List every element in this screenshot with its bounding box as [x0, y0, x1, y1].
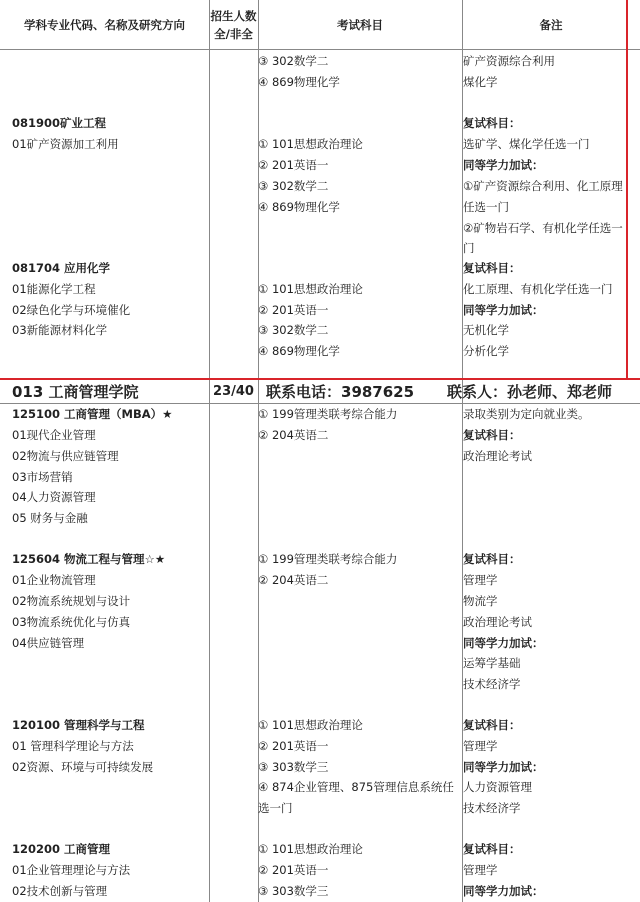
program-code: 120100 管理科学与工程	[12, 718, 145, 732]
note-item: 复试科目：	[463, 718, 521, 732]
exam-item: ① 101思想政治理论	[258, 137, 363, 151]
exam-item: ④ 869物理化学	[258, 200, 340, 214]
exam-item: ② 204英语二	[258, 573, 329, 587]
department-contact: 联系人：孙老师、郑老师	[447, 383, 613, 401]
program-code: 081704 应用化学	[12, 261, 111, 275]
direction-item: 01 管理科学理论与方法	[12, 739, 134, 753]
note-item: 煤化学	[463, 75, 498, 89]
direction-item: 02技术创新与管理	[12, 884, 108, 898]
note-item: 管理学	[463, 863, 498, 877]
header-col-notes: 备注	[539, 18, 563, 32]
exam-item: ① 101思想政治理论	[258, 718, 363, 732]
exam-item: ④ 869物理化学	[258, 344, 340, 358]
note-item: 人力资源管理	[463, 780, 532, 794]
exam-item: ② 204英语二	[258, 428, 329, 442]
program-code: 125604 物流工程与管理☆★	[12, 552, 166, 566]
note-item: 政治理论考试	[463, 449, 532, 463]
department-name: 013 工商管理学院	[12, 383, 139, 401]
exam-item: ③ 302数学二	[258, 323, 329, 337]
note-item: 管理学	[463, 739, 498, 753]
direction-item: 02物流系统规划与设计	[12, 594, 131, 608]
note-item: 选矿学、煤化学任选一门	[463, 137, 590, 151]
direction-item: 05 财务与金融	[12, 511, 88, 525]
exam-item: ③ 302数学二	[258, 54, 329, 68]
header-col-program: 学科专业代码、名称及研究方向	[24, 18, 185, 32]
note-item: 任选一门	[463, 200, 509, 214]
program-code: 125100 工商管理（MBA）★	[12, 407, 173, 421]
direction-item: 03物流系统优化与仿真	[12, 615, 131, 629]
exam-item: ② 201英语一	[258, 303, 329, 317]
department-bottom-border	[0, 403, 640, 404]
exam-item: ① 199管理类联考综合能力	[258, 407, 398, 421]
direction-item: 01企业管理理论与方法	[12, 863, 131, 877]
note-item: 矿产资源综合利用	[463, 54, 555, 68]
exam-item: ① 101思想政治理论	[258, 842, 363, 856]
exam-item: ③ 303数学三	[258, 760, 329, 774]
col-divider-1	[209, 0, 210, 902]
note-item: 分析化学	[463, 344, 509, 358]
direction-item: 03市场营销	[12, 470, 73, 484]
direction-item: 04供应链管理	[12, 636, 85, 650]
direction-item: 01现代企业管理	[12, 428, 96, 442]
exam-item: 选一门	[258, 801, 293, 815]
department-phone: 联系电话：3987625	[266, 383, 415, 401]
note-item: 运筹学基础	[463, 656, 521, 670]
note-item: 同等学力加试：	[463, 884, 544, 898]
note-item: 复试科目：	[463, 552, 521, 566]
note-item: ②矿物岩石学、有机化学任选一	[463, 221, 623, 235]
exam-item: ② 201英语一	[258, 158, 329, 172]
note-item: 同等学力加试：	[463, 158, 544, 172]
header-col-count-1: 招生人数	[210, 9, 257, 23]
note-item: 物流学	[463, 594, 498, 608]
direction-item: 01能源化学工程	[12, 282, 96, 296]
direction-item: 02资源、环境与可持续发展	[12, 760, 154, 774]
program-code: 120200 工商管理	[12, 842, 111, 856]
direction-item: 04人力资源管理	[12, 490, 96, 504]
note-item: 同等学力加试：	[463, 636, 544, 650]
exam-item: ① 199管理类联考综合能力	[258, 552, 398, 566]
department-top-border	[0, 378, 640, 380]
note-item: 无机化学	[463, 323, 509, 337]
direction-item: 03新能源材料化学	[12, 323, 108, 337]
note-item: 复试科目：	[463, 842, 521, 856]
note-item: 技术经济学	[463, 677, 521, 691]
exam-item: ④ 869物理化学	[258, 75, 340, 89]
note-item: 复试科目：	[463, 428, 521, 442]
exam-item: ② 201英语一	[258, 863, 329, 877]
exam-item: ③ 302数学二	[258, 179, 329, 193]
note-item: ①矿产资源综合利用、化工原理	[463, 179, 623, 193]
header-divider	[0, 49, 640, 50]
note-item: 同等学力加试：	[463, 303, 544, 317]
note-item: 门	[463, 241, 475, 255]
note-item: 技术经济学	[463, 801, 521, 815]
department-count: 23/40	[213, 384, 254, 399]
exam-item: ① 101思想政治理论	[258, 282, 363, 296]
exam-item: ④ 874企业管理、875管理信息系统任	[258, 780, 454, 794]
note-item: 政治理论考试	[463, 615, 532, 629]
direction-item: 01企业物流管理	[12, 573, 96, 587]
note-item: 化工原理、有机化学任选一门	[463, 282, 613, 296]
note-item: 管理学	[463, 573, 498, 587]
direction-item: 01矿产资源加工利用	[12, 137, 119, 151]
note-item: 复试科目：	[463, 261, 521, 275]
note-item: 复试科目：	[463, 116, 521, 130]
direction-item: 02绿色化学与环境催化	[12, 303, 131, 317]
header-col-exams: 考试科目	[337, 18, 383, 32]
direction-item: 02物流与供应链管理	[12, 449, 119, 463]
program-code: 081900矿业工程	[12, 116, 107, 130]
note-item: 录取类别为定向就业类。	[463, 407, 590, 421]
header-col-count-2: 全/非全	[214, 27, 253, 41]
note-item: 同等学力加试：	[463, 760, 544, 774]
exam-item: ③ 303数学三	[258, 884, 329, 898]
section-right-border	[626, 0, 628, 379]
exam-item: ② 201英语一	[258, 739, 329, 753]
